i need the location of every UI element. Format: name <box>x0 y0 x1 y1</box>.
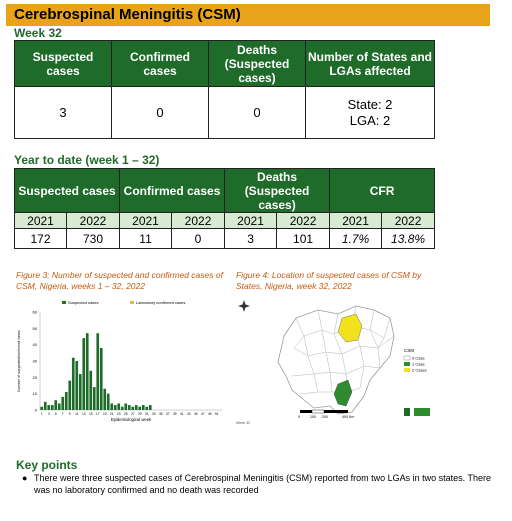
compass-icon <box>238 300 250 312</box>
bar-suspected <box>86 333 89 410</box>
ytd-value: 0 <box>172 229 225 249</box>
bar-suspected <box>79 374 82 410</box>
header-confirmed: Confirmed cases <box>112 41 209 87</box>
bar-suspected <box>51 405 54 410</box>
key-points-heading: Key points <box>16 458 78 472</box>
value-confirmed: 0 <box>112 87 209 139</box>
ncdc-logo-icon <box>404 408 430 416</box>
bar-suspected <box>89 371 92 410</box>
year-cell: 2021 <box>330 213 382 229</box>
year-cell: 2021 <box>225 213 277 229</box>
x-tick-label: 15 <box>88 412 93 416</box>
bar-suspected <box>44 402 47 410</box>
value-states-lgas <box>306 87 435 139</box>
lgas-count: LGA: 2 <box>349 112 391 128</box>
y-tick-label: 0 <box>34 407 37 413</box>
x-tick-label: 27 <box>130 412 135 416</box>
bar-suspected <box>65 392 68 410</box>
x-tick-label: 43 <box>186 412 191 416</box>
x-tick-label: 51 <box>214 412 219 416</box>
x-tick-label: 31 <box>144 412 149 416</box>
value-deaths: 0 <box>209 87 306 139</box>
bar-suspected <box>138 407 141 410</box>
key-point-text: There were three suspected cases of Cerebrospinal Meningitis (CSM) reported from two LGAs in two states. There was no laboratory confirmed and no death was recorded <box>34 473 492 495</box>
bar-suspected <box>128 405 131 410</box>
svg-text:CSM: CSM <box>404 348 414 353</box>
bar-suspected <box>72 358 75 410</box>
bar-suspected <box>149 405 152 410</box>
x-tick-label: 17 <box>95 412 100 416</box>
x-tick-label: 49 <box>207 412 212 416</box>
bar-suspected <box>135 405 138 410</box>
ytd-summary-table <box>14 168 435 249</box>
year-cell: 2021 <box>15 213 67 229</box>
svg-text:0: 0 <box>298 415 300 419</box>
ytd-value: 3 <box>225 229 277 249</box>
x-tick-label: 47 <box>200 412 205 416</box>
y-tick-label: 10 <box>32 391 37 397</box>
bar-suspected <box>110 403 113 410</box>
map-legend <box>404 348 427 373</box>
x-tick-label: 25 <box>123 412 128 416</box>
bullet-icon: ● <box>22 473 28 483</box>
ytd-header-suspected: Suspected cases <box>15 169 120 213</box>
header-deaths: Deaths (Suspected cases) <box>209 41 306 87</box>
title-banner <box>6 4 490 26</box>
map-footnote: Week 32 <box>236 421 251 425</box>
x-tick-label: 19 <box>102 412 107 416</box>
ytd-value: 101 <box>277 229 330 249</box>
y-tick-label: 60 <box>32 309 37 315</box>
bar-suspected <box>103 389 106 410</box>
bar-suspected <box>61 397 64 410</box>
bar-suspected <box>145 407 148 410</box>
bar-suspected <box>124 403 127 410</box>
x-tick-label: 37 <box>165 412 170 416</box>
year-cell: 2022 <box>277 213 330 229</box>
x-tick-label: 29 <box>137 412 142 416</box>
year-cell: 2021 <box>120 213 172 229</box>
bar-suspected <box>121 407 124 410</box>
x-tick-label: 33 <box>151 412 156 416</box>
svg-text:0 Case: 0 Case <box>412 355 425 361</box>
legend-swatch <box>130 301 134 304</box>
map-scale-bar <box>298 410 354 419</box>
x-tick-label: 13 <box>81 412 86 416</box>
year-cell: 2022 <box>172 213 225 229</box>
bar-suspected <box>100 348 103 410</box>
states-count: State: 2 <box>347 96 393 112</box>
svg-text:200: 200 <box>322 415 328 419</box>
bar-suspected <box>82 338 85 410</box>
x-tick-label: 7 <box>61 412 64 416</box>
week-label: Week 32 <box>14 26 62 40</box>
ytd-value: 730 <box>67 229 120 249</box>
year-cell: 2022 <box>382 213 435 229</box>
ytd-cfr-value: 13.8% <box>382 229 435 249</box>
bar-suspected <box>107 394 110 410</box>
header-suspected: Suspected cases <box>15 41 112 87</box>
csm-nigeria-map <box>234 296 444 430</box>
ytd-value: 11 <box>120 229 172 249</box>
ytd-value: 172 <box>15 229 67 249</box>
y-axis-title: Number of suspected/confirmed cases <box>17 330 21 392</box>
y-tick-label: 50 <box>32 325 37 331</box>
legend-label: Suspected cases <box>68 300 99 306</box>
bar-suspected <box>114 405 117 410</box>
value-suspected: 3 <box>15 87 112 139</box>
x-tick-label: 45 <box>193 412 198 416</box>
bar-suspected <box>142 405 145 410</box>
svg-text:1 Case: 1 Case <box>412 361 425 367</box>
header-states-lgas: Number of States and LGAs affected <box>306 41 435 87</box>
bar-suspected <box>68 381 71 410</box>
x-tick-label: 11 <box>75 412 79 416</box>
x-tick-label: 3 <box>47 412 50 416</box>
week-summary-table <box>14 40 435 139</box>
svg-text:400 Km: 400 Km <box>342 415 355 419</box>
figure-3-caption: Figure 3: Number of suspected and confirmed cases of CSM, Nigeria, weeks 1 – 32, 2022 <box>16 270 223 291</box>
legend-swatch <box>62 301 66 304</box>
bar-suspected <box>96 333 99 410</box>
bar-suspected <box>93 387 96 410</box>
bar-suspected <box>54 400 57 410</box>
bar-suspected <box>117 403 120 410</box>
ytd-header-deaths: Deaths (Suspected cases) <box>225 169 330 213</box>
bar-suspected <box>47 405 50 410</box>
bar-suspected <box>75 361 78 410</box>
x-tick-label: 21 <box>109 412 114 416</box>
bar-suspected <box>131 407 134 410</box>
svg-text:2 Cases: 2 Cases <box>412 367 427 373</box>
x-tick-label: 35 <box>158 412 163 416</box>
x-tick-label: 39 <box>172 412 177 416</box>
ytd-header-cfr: CFR <box>330 169 435 213</box>
figure-4-caption: Figure 4: Location of suspected cases of CSM by States, Nigeria, week 32, 2022 <box>236 270 422 291</box>
ytd-header-confirmed: Confirmed cases <box>120 169 225 213</box>
x-tick-label: 9 <box>68 412 71 416</box>
svg-text:100: 100 <box>310 415 316 419</box>
bar-suspected <box>58 403 61 410</box>
y-tick-label: 20 <box>32 374 37 380</box>
ytd-label: Year to date (week 1 – 32) <box>14 153 160 167</box>
page-title: Cerebrospinal Meningitis (CSM) <box>14 6 241 23</box>
x-tick-label: 41 <box>179 412 184 416</box>
y-tick-label: 30 <box>32 358 37 364</box>
x-tick-label: 5 <box>54 412 57 416</box>
y-tick-label: 40 <box>32 342 37 348</box>
bar-suspected <box>40 407 43 410</box>
legend-label: Laboratory confirmed cases <box>136 300 186 306</box>
x-tick-label: 23 <box>116 412 121 416</box>
csm-weekly-bar-chart <box>14 298 228 430</box>
ytd-cfr-value: 1.7% <box>330 229 382 249</box>
x-axis-title: Epidemiological week <box>110 417 152 422</box>
x-tick-label: 1 <box>40 412 43 416</box>
year-cell: 2022 <box>67 213 120 229</box>
